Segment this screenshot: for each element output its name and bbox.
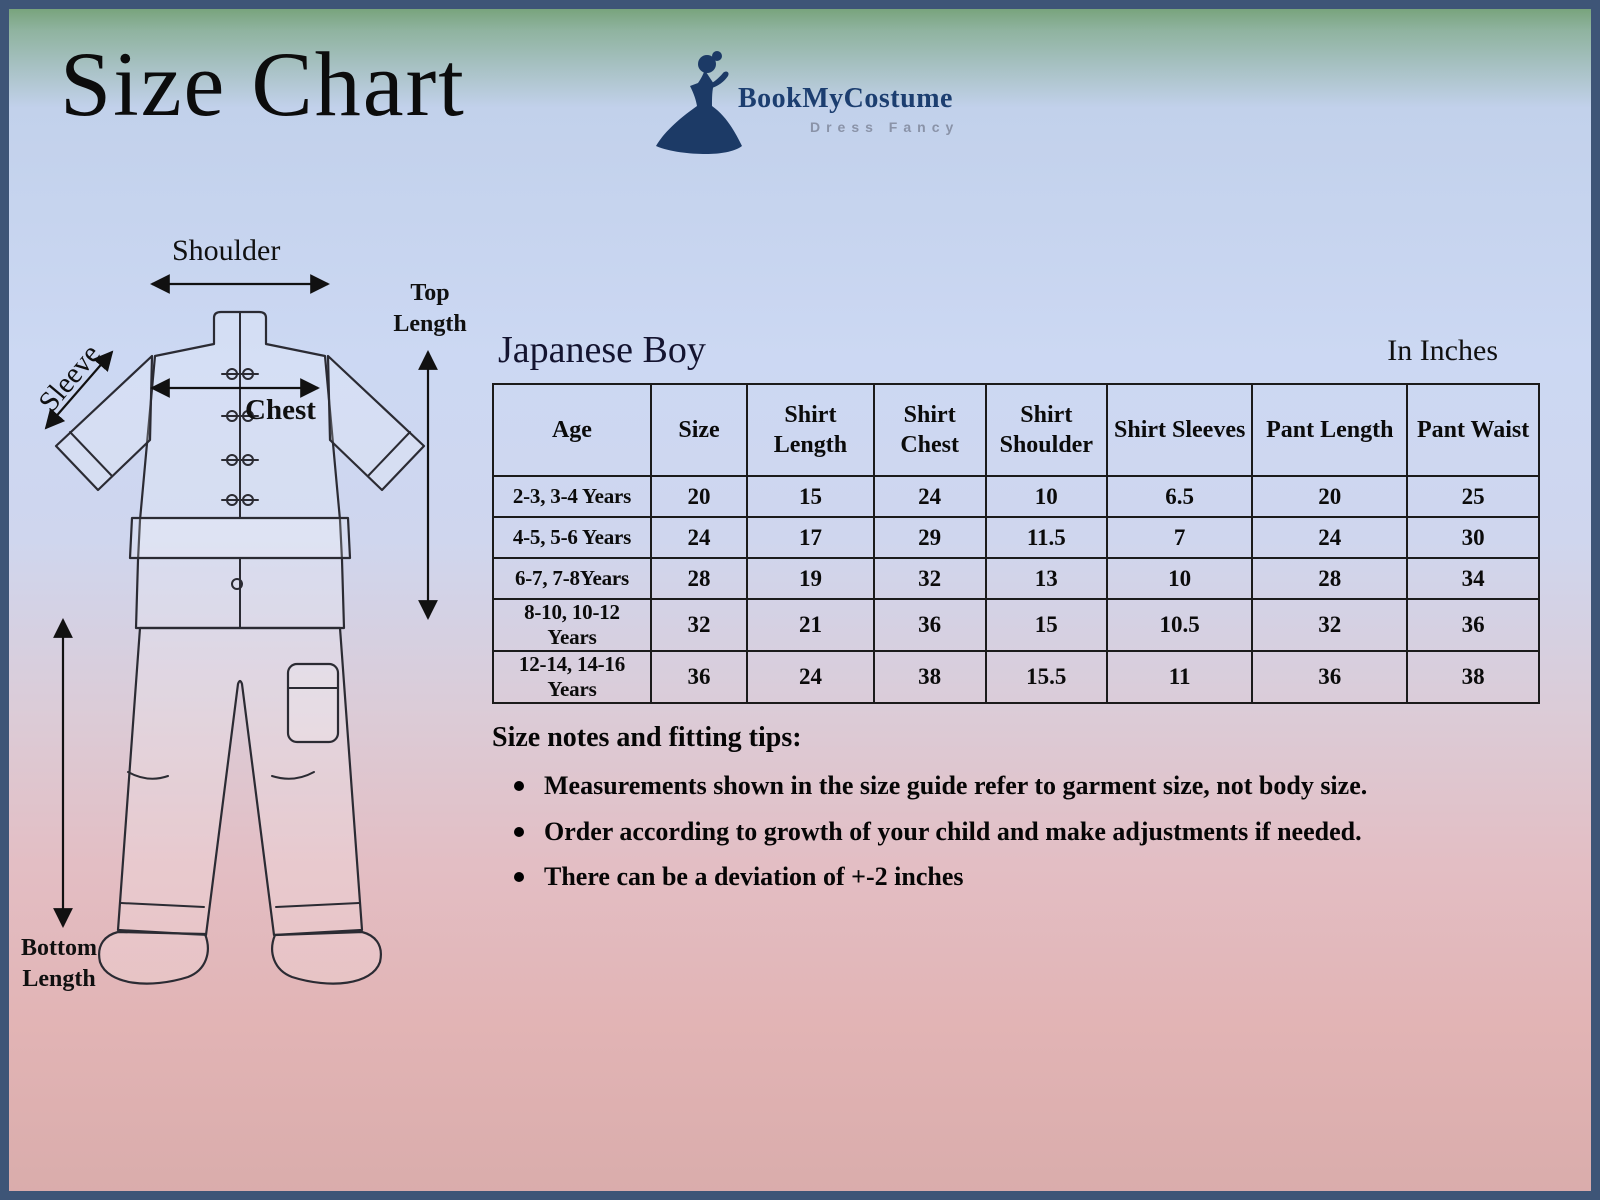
value-cell: 10.5 (1107, 599, 1252, 651)
column-header: Size (651, 384, 747, 476)
fitting-tip: Measurements shown in the size guide refer to garment size, not body size. (514, 770, 1502, 803)
value-cell: 36 (1252, 651, 1407, 703)
fitting-notes (492, 722, 1502, 907)
shoulder-label: Shoulder (172, 234, 281, 267)
value-cell: 7 (1107, 517, 1252, 558)
units-label: In Inches (1387, 334, 1498, 367)
value-cell: 32 (1252, 599, 1407, 651)
value-cell: 15 (747, 476, 874, 517)
value-cell: 30 (1407, 517, 1539, 558)
value-cell: 20 (651, 476, 747, 517)
column-header: Shirt Shoulder (986, 384, 1107, 476)
size-table-header-row (493, 384, 1539, 476)
column-header: Shirt Chest (874, 384, 986, 476)
table-row (493, 517, 1539, 558)
value-cell: 25 (1407, 476, 1539, 517)
value-cell: 11 (1107, 651, 1252, 703)
value-cell: 24 (651, 517, 747, 558)
value-cell: 13 (986, 558, 1107, 599)
age-cell: 6-7, 7-8Years (493, 558, 651, 599)
value-cell: 28 (1252, 558, 1407, 599)
size-table-body (493, 476, 1539, 703)
cargo-pocket (288, 664, 338, 742)
age-cell: 12-14, 14-16 Years (493, 651, 651, 703)
value-cell: 38 (874, 651, 986, 703)
column-header: Shirt Length (747, 384, 874, 476)
value-cell: 36 (874, 599, 986, 651)
table-row (493, 651, 1539, 703)
brand-logo (650, 45, 980, 155)
value-cell: 32 (651, 599, 747, 651)
value-cell: 17 (747, 517, 874, 558)
value-cell: 19 (747, 558, 874, 599)
bottom-length-label: Bottom Length (21, 935, 97, 993)
age-cell: 4-5, 5-6 Years (493, 517, 651, 558)
size-table (492, 383, 1540, 704)
value-cell: 20 (1252, 476, 1407, 517)
column-header: Pant Waist (1407, 384, 1539, 476)
top-length-label: Top Length (393, 280, 467, 338)
value-cell: 28 (651, 558, 747, 599)
value-cell: 15 (986, 599, 1107, 651)
size-chart-title: Japanese Boy (498, 329, 706, 371)
fitting-notes-heading: Size notes and fitting tips: (492, 722, 802, 753)
sleeve-label: Sleeve (32, 338, 107, 419)
chest-label: Chest (245, 394, 316, 426)
value-cell: 24 (1252, 517, 1407, 558)
column-header: Pant Length (1252, 384, 1407, 476)
brand-name: BookMyCostume (738, 83, 953, 114)
brand-tagline: Dress Fancy (810, 119, 960, 135)
value-cell: 15.5 (986, 651, 1107, 703)
value-cell: 38 (1407, 651, 1539, 703)
value-cell: 10 (986, 476, 1107, 517)
value-cell: 24 (874, 476, 986, 517)
fitting-tips-list (492, 770, 1502, 894)
value-cell: 11.5 (986, 517, 1107, 558)
table-row (493, 558, 1539, 599)
column-header: Age (493, 384, 651, 476)
table-row (493, 476, 1539, 517)
value-cell: 36 (1407, 599, 1539, 651)
japanese-boy-costume-drawing (56, 312, 424, 984)
age-cell: 2-3, 3-4 Years (493, 476, 651, 517)
value-cell: 34 (1407, 558, 1539, 599)
value-cell: 24 (747, 651, 874, 703)
value-cell: 6.5 (1107, 476, 1252, 517)
value-cell: 32 (874, 558, 986, 599)
age-cell: 8-10, 10-12 Years (493, 599, 651, 651)
value-cell: 21 (747, 599, 874, 651)
value-cell: 29 (874, 517, 986, 558)
value-cell: 36 (651, 651, 747, 703)
table-row (493, 599, 1539, 651)
fitting-tip: Order according to growth of your child and make adjustments if needed. (514, 816, 1502, 849)
column-header: Shirt Sleeves (1107, 384, 1252, 476)
fitting-tip: There can be a deviation of +-2 inches (514, 861, 1502, 894)
value-cell: 10 (1107, 558, 1252, 599)
page-title: Size Chart (60, 33, 466, 135)
